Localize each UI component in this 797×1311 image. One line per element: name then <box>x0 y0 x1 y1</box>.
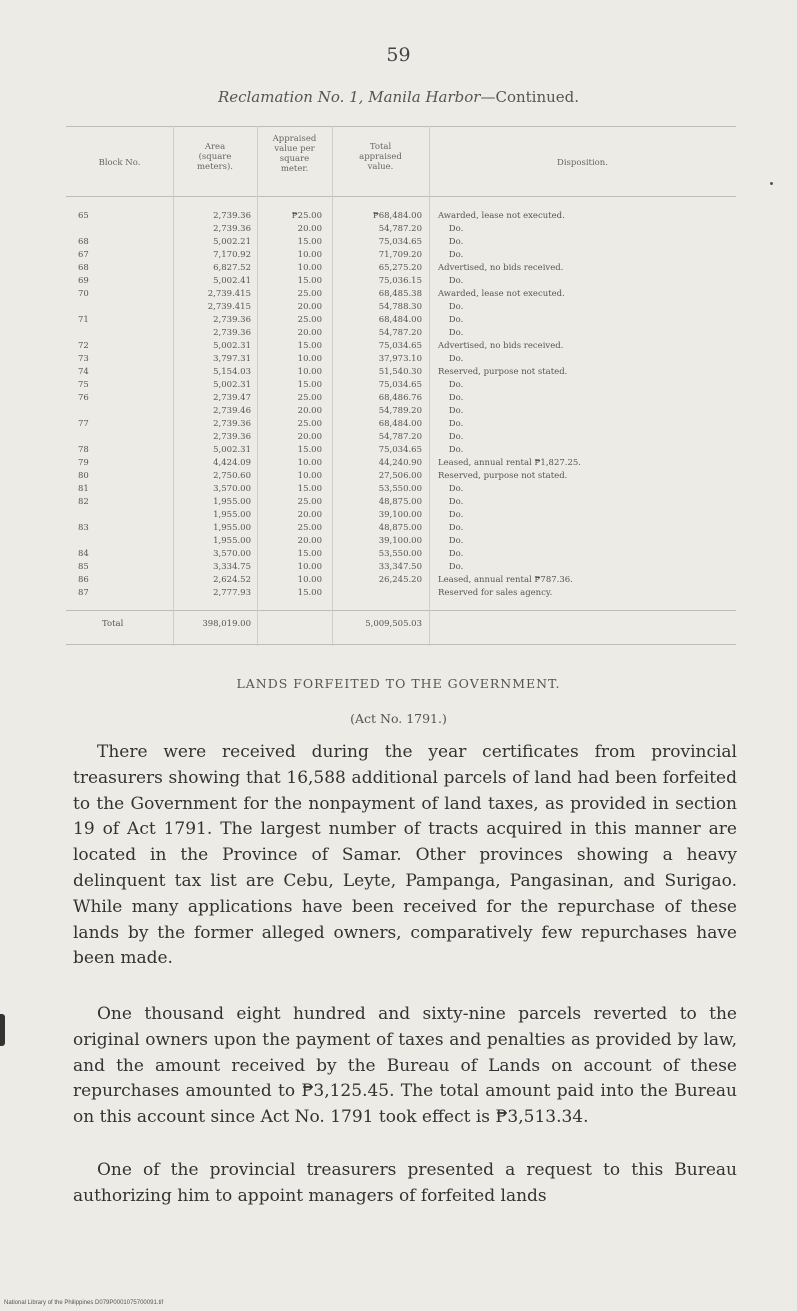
appraised-value-column: ₱25.00 20.00 15.00 10.00 10.00 15.00 25.00 20.00 25.00 20.00 15.00 10.00 10.00 15.00 25.00 20.00 25.00 20.00 15.00 10.00 10.00 15.00 25.00 20.00 25.00 20.00 15.00 10.00 10.00 15.00 <box>291 211 322 598</box>
scan-speck <box>770 182 773 185</box>
page-title <box>0 88 797 106</box>
header-area: Area (square meters). <box>197 142 233 172</box>
header-rule <box>66 196 736 197</box>
total-appraised-value: 5,009,505.03 <box>365 619 422 629</box>
section-act: (Act No. 1791.) <box>350 711 447 726</box>
column-divider <box>429 126 430 646</box>
table-bottom-rule <box>66 644 736 645</box>
header-disposition: Disposition. <box>557 158 608 168</box>
paragraph-text: There were received during the year certificates from provincial treasurers showing that 16,588 additional parcels of land had been forfeited to the Government for the nonpayment of land taxes, as provided in section 19 of Act 1791. The largest number of tracts acquired in this manner are located in the Province of Samar. Other provinces showing a heavy delinquent tax list are Cebu, Leyte, Pampanga, Pangasinan, and Surigao. While many applications have been received for the repurchase of these lands by the former alleged owners, comparatively few repurchases have been made. <box>73 742 737 969</box>
paragraph-3 <box>73 1158 737 1210</box>
scan-footer: National Library of the Philippines D079P0001075700091.tif <box>4 1300 164 1306</box>
reclamation-table <box>66 126 736 646</box>
block-number-column: 65 68 67 68 69 70 71 72 73 74 75 76 77 78 79 80 81 82 83 84 85 86 87 <box>78 211 89 598</box>
area-column: 2,739.36 2,739.36 5,002.21 7,170.92 6,827.52 5,002.41 2,739.415 2,739.415 2,739.36 2,739.36 5,002.31 3,797.31 5,154.03 5,002.31 2,739.47 2,739.46 2,739.36 2,739.36 5,002.31 4,424.09 2,750.60 3,570.00 1,955.00 1,955.00 1,955.00 1,955.00 3,570.00 3,334.75 2,624.52 2,777.93 <box>207 211 251 598</box>
paragraph-2 <box>73 1002 737 1131</box>
column-divider <box>332 126 333 646</box>
table-top-rule <box>66 126 736 127</box>
page-number: 59 <box>386 44 411 66</box>
header-appraised-value: Appraised value per square meter. <box>272 134 317 174</box>
paragraph-1 <box>73 740 737 972</box>
header-block-no: Block No. <box>98 158 141 168</box>
disposition-column: Awarded, lease not executed. Do. Do. Do. Advertised, no bids received. Do. Awarded, lease not executed. Do. Do. Do. Advertised, no bids received. Do. Reserved, purpose not stated. Do. Do. Do. Do. Do. Do. Leased, annual rental ₱1,827.25. Reserved, purpose not stated. Do. Do. Do. Do. Do. Do. Do. Leased, annual rental ₱787.36. Reserved for sales agency. <box>438 211 581 598</box>
total-area: 398,019.00 <box>202 619 251 629</box>
title-continued: —Continued. <box>480 88 580 106</box>
binding-mark <box>0 1014 5 1046</box>
column-divider <box>173 126 174 646</box>
total-label: Total <box>102 619 124 629</box>
title-italic: Reclamation No. 1, Manila Harbor <box>217 88 481 106</box>
paragraph-text: One thousand eight hundred and sixty-nine parcels reverted to the original owners upon the payment of taxes and penalties as provided by law, and the amount received by the Bureau of Lands on account of these repurchases amounted to ₱3,125.45. The total amount paid into the Bureau on this account since Act No. 1791 took effect is ₱3,513.34. <box>73 1004 737 1128</box>
paragraph-text: One of the provincial treasurers presented a request to this Bureau authorizing him to appoint managers of forfeited lands <box>73 1160 737 1206</box>
total-rule <box>66 610 736 611</box>
column-divider <box>257 126 258 646</box>
header-total-value: Total appraised value. <box>359 142 402 172</box>
section-heading: LANDS FORFEITED TO THE GOVERNMENT. <box>236 676 561 691</box>
total-value-column: ₱68,484.00 54,787.20 75,034.65 71,709.20 65,275.20 75,036.15 68,485.38 54,788.30 68,484.00 54,787.20 75,034.65 37,973.10 51,540.30 75,034.65 68,486.76 54,789.20 68,484.00 54,787.20 75,034.65 44,240.90 27,506.00 53,550.00 48,875.00 39,100.00 48,875.00 39,100.00 53,550.00 33,347.50 26,245.20 <box>372 211 422 585</box>
